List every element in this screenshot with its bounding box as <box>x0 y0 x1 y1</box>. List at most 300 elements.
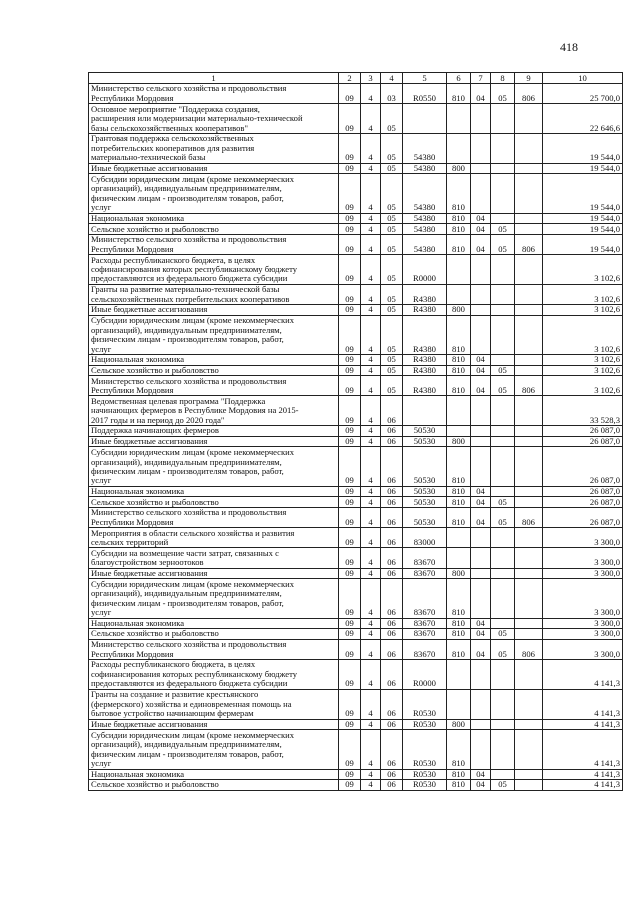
subsection-cell: 05 <box>491 365 515 376</box>
target-code-cell: 50530 <box>403 486 447 497</box>
expense-type-cell: 810 <box>447 497 471 508</box>
table-row <box>89 234 623 254</box>
code-cell: 09 <box>339 568 361 579</box>
ministry-code-cell <box>515 659 543 689</box>
section-cell: 04 <box>471 508 491 528</box>
code-cell: 4 <box>361 224 381 235</box>
ministry-code-cell <box>515 224 543 235</box>
ministry-code-cell <box>515 528 543 548</box>
page-number: 418 <box>560 40 578 54</box>
code-cell: 06 <box>381 508 403 528</box>
code-cell: 4 <box>361 508 381 528</box>
code-cell: 09 <box>339 486 361 497</box>
code-cell: 4 <box>361 84 381 104</box>
target-code-cell <box>403 396 447 426</box>
code-cell: 4 <box>361 255 381 285</box>
row-name: Сельское хозяйство и рыболовство <box>89 629 339 640</box>
budget-table <box>88 72 623 791</box>
subsection-cell <box>491 305 515 316</box>
section-cell: 04 <box>471 618 491 629</box>
expense-type-cell: 810 <box>447 224 471 235</box>
ministry-code-cell <box>515 213 543 224</box>
row-name: Иные бюджетные ассигнования <box>89 719 339 730</box>
subsection-cell <box>491 255 515 285</box>
expense-type-cell: 810 <box>447 579 471 618</box>
expense-type-cell: 800 <box>447 719 471 730</box>
code-cell: 09 <box>339 426 361 437</box>
row-name: Расходы республиканского бюджета, в целях софинансирования которых республиканскому бюджету предоставляются из федерального бюджета субсидии <box>89 255 339 285</box>
code-cell: 4 <box>361 174 381 213</box>
amount-cell: 26 087,0 <box>543 508 623 528</box>
code-cell: 06 <box>381 639 403 659</box>
expense-type-cell: 810 <box>447 618 471 629</box>
section-cell: 04 <box>471 639 491 659</box>
code-cell: 09 <box>339 528 361 548</box>
ministry-code-cell <box>515 719 543 730</box>
subsection-cell <box>491 315 515 354</box>
amount-cell: 3 300,0 <box>543 579 623 618</box>
section-cell: 04 <box>471 365 491 376</box>
code-cell: 09 <box>339 769 361 780</box>
code-cell: 05 <box>381 255 403 285</box>
code-cell: 05 <box>381 234 403 254</box>
subsection-cell <box>491 730 515 769</box>
target-code-cell: 83670 <box>403 579 447 618</box>
section-cell <box>471 579 491 618</box>
code-cell: 09 <box>339 508 361 528</box>
column-header: 6 <box>447 73 471 84</box>
column-header: 5 <box>403 73 447 84</box>
expense-type-cell: 810 <box>447 355 471 366</box>
table-row <box>89 213 623 224</box>
amount-cell: 3 300,0 <box>543 568 623 579</box>
row-name: Сельское хозяйство и рыболовство <box>89 780 339 791</box>
section-cell <box>471 568 491 579</box>
section-cell <box>471 305 491 316</box>
code-cell: 06 <box>381 396 403 426</box>
code-cell: 06 <box>381 568 403 579</box>
table-header-row <box>89 73 623 84</box>
code-cell: 4 <box>361 284 381 304</box>
code-cell: 09 <box>339 315 361 354</box>
section-cell: 04 <box>471 355 491 366</box>
table-row <box>89 508 623 528</box>
target-code-cell: 54380 <box>403 133 447 163</box>
section-cell <box>471 255 491 285</box>
column-header: 7 <box>471 73 491 84</box>
row-name: Мероприятия в области сельского хозяйства и развития сельских территорий <box>89 528 339 548</box>
ministry-code-cell <box>515 163 543 174</box>
code-cell: 06 <box>381 769 403 780</box>
code-cell: 09 <box>339 365 361 376</box>
row-name: Субсидии юридическим лицам (кроме некоммерческих организаций), индивидуальным предпринимателям, физическим лицам - производителям товаров, работ, услуг <box>89 447 339 486</box>
subsection-cell <box>491 548 515 568</box>
code-cell: 05 <box>381 104 403 134</box>
row-name: Ведомственная целевая программа "Поддержка начинающих фермеров в Республике Мордовия на 2015- 2017 годы и на период до 2020 года" <box>89 396 339 426</box>
section-cell: 04 <box>471 234 491 254</box>
ministry-code-cell <box>515 104 543 134</box>
ministry-code-cell <box>515 780 543 791</box>
target-code-cell: 50530 <box>403 447 447 486</box>
target-code-cell: R0530 <box>403 780 447 791</box>
section-cell <box>471 548 491 568</box>
table-row <box>89 174 623 213</box>
expense-type-cell <box>447 284 471 304</box>
table-row <box>89 719 623 730</box>
expense-type-cell <box>447 528 471 548</box>
target-code-cell: 54380 <box>403 174 447 213</box>
expense-type-cell: 810 <box>447 629 471 640</box>
subsection-cell <box>491 133 515 163</box>
code-cell: 06 <box>381 426 403 437</box>
code-cell: 09 <box>339 719 361 730</box>
amount-cell: 3 300,0 <box>543 629 623 640</box>
code-cell: 4 <box>361 568 381 579</box>
code-cell: 4 <box>361 104 381 134</box>
row-name: Грантовая поддержка сельскохозяйственных потребительских кооперативов для развития материально-технической базы <box>89 133 339 163</box>
section-cell <box>471 104 491 134</box>
code-cell: 05 <box>381 284 403 304</box>
code-cell: 4 <box>361 689 381 719</box>
table-row <box>89 255 623 285</box>
code-cell: 06 <box>381 436 403 447</box>
subsection-cell <box>491 213 515 224</box>
ministry-code-cell <box>515 629 543 640</box>
subsection-cell: 05 <box>491 639 515 659</box>
table-row <box>89 568 623 579</box>
subsection-cell <box>491 659 515 689</box>
table-row <box>89 780 623 791</box>
ministry-code-cell: 806 <box>515 508 543 528</box>
code-cell: 09 <box>339 213 361 224</box>
code-cell: 09 <box>339 305 361 316</box>
row-name: Поддержка начинающих фермеров <box>89 426 339 437</box>
expense-type-cell: 810 <box>447 84 471 104</box>
expense-type-cell <box>447 689 471 719</box>
expense-type-cell: 810 <box>447 234 471 254</box>
expense-type-cell <box>447 548 471 568</box>
table-row <box>89 486 623 497</box>
code-cell: 09 <box>339 730 361 769</box>
subsection-cell <box>491 486 515 497</box>
table-row <box>89 730 623 769</box>
table-row <box>89 436 623 447</box>
row-name: Субсидии юридическим лицам (кроме некоммерческих организаций), индивидуальным предпринимателям, физическим лицам - производителям товаров, работ, услуг <box>89 174 339 213</box>
table-row <box>89 659 623 689</box>
code-cell: 09 <box>339 174 361 213</box>
target-code-cell: R4380 <box>403 315 447 354</box>
ministry-code-cell: 806 <box>515 84 543 104</box>
target-code-cell: 83000 <box>403 528 447 548</box>
expense-type-cell: 810 <box>447 780 471 791</box>
table-row <box>89 769 623 780</box>
code-cell: 4 <box>361 769 381 780</box>
ministry-code-cell <box>515 579 543 618</box>
ministry-code-cell <box>515 568 543 579</box>
target-code-cell: R0530 <box>403 719 447 730</box>
code-cell: 09 <box>339 284 361 304</box>
subsection-cell: 05 <box>491 629 515 640</box>
amount-cell: 4 141,3 <box>543 689 623 719</box>
expense-type-cell: 810 <box>447 376 471 396</box>
subsection-cell: 05 <box>491 780 515 791</box>
ministry-code-cell <box>515 730 543 769</box>
amount-cell: 3 300,0 <box>543 639 623 659</box>
row-name: Иные бюджетные ассигнования <box>89 436 339 447</box>
section-cell <box>471 689 491 719</box>
code-cell: 05 <box>381 305 403 316</box>
table-row <box>89 376 623 396</box>
row-name: Министерство сельского хозяйства и продовольствия Республики Мордовия <box>89 508 339 528</box>
expense-type-cell: 800 <box>447 436 471 447</box>
code-cell: 09 <box>339 629 361 640</box>
column-header: 1 <box>89 73 339 84</box>
row-name: Национальная экономика <box>89 618 339 629</box>
expense-type-cell: 800 <box>447 568 471 579</box>
amount-cell: 19 544,0 <box>543 213 623 224</box>
target-code-cell: 50530 <box>403 508 447 528</box>
target-code-cell: 83670 <box>403 629 447 640</box>
row-name: Расходы республиканского бюджета, в целях софинансирования которых республиканскому бюджету предоставляются из федерального бюджета субсидии <box>89 659 339 689</box>
section-cell: 04 <box>471 486 491 497</box>
code-cell: 09 <box>339 548 361 568</box>
target-code-cell: R0550 <box>403 84 447 104</box>
subsection-cell <box>491 689 515 719</box>
expense-type-cell <box>447 426 471 437</box>
expense-type-cell: 810 <box>447 365 471 376</box>
code-cell: 09 <box>339 355 361 366</box>
section-cell: 04 <box>471 84 491 104</box>
code-cell: 06 <box>381 548 403 568</box>
row-name: Министерство сельского хозяйства и продовольствия Республики Мордовия <box>89 639 339 659</box>
subsection-cell <box>491 579 515 618</box>
section-cell <box>471 163 491 174</box>
code-cell: 09 <box>339 163 361 174</box>
code-cell: 09 <box>339 579 361 618</box>
code-cell: 4 <box>361 133 381 163</box>
target-code-cell: R4380 <box>403 284 447 304</box>
amount-cell: 3 300,0 <box>543 528 623 548</box>
table-row <box>89 133 623 163</box>
amount-cell: 3 102,6 <box>543 305 623 316</box>
code-cell: 05 <box>381 224 403 235</box>
expense-type-cell: 810 <box>447 486 471 497</box>
code-cell: 4 <box>361 315 381 354</box>
target-code-cell: R0530 <box>403 730 447 769</box>
section-cell <box>471 174 491 213</box>
code-cell: 09 <box>339 84 361 104</box>
code-cell: 06 <box>381 689 403 719</box>
code-cell: 4 <box>361 548 381 568</box>
code-cell: 06 <box>381 659 403 689</box>
code-cell: 05 <box>381 376 403 396</box>
target-code-cell: R0530 <box>403 689 447 719</box>
expense-type-cell: 810 <box>447 769 471 780</box>
code-cell: 4 <box>361 719 381 730</box>
expense-type-cell: 810 <box>447 315 471 354</box>
expense-type-cell: 810 <box>447 730 471 769</box>
code-cell: 4 <box>361 396 381 426</box>
code-cell: 09 <box>339 436 361 447</box>
section-cell: 04 <box>471 213 491 224</box>
subsection-cell <box>491 719 515 730</box>
ministry-code-cell <box>515 447 543 486</box>
code-cell: 09 <box>339 376 361 396</box>
amount-cell: 26 087,0 <box>543 436 623 447</box>
section-cell <box>471 659 491 689</box>
table-row <box>89 426 623 437</box>
subsection-cell <box>491 174 515 213</box>
row-name: Субсидии юридическим лицам (кроме некоммерческих организаций), индивидуальным предпринимателям, физическим лицам - производителям товаров, работ, услуг <box>89 315 339 354</box>
code-cell: 06 <box>381 719 403 730</box>
amount-cell: 26 087,0 <box>543 486 623 497</box>
target-code-cell: R4380 <box>403 376 447 396</box>
row-name: Иные бюджетные ассигнования <box>89 568 339 579</box>
subsection-cell <box>491 396 515 426</box>
amount-cell: 25 700,0 <box>543 84 623 104</box>
target-code-cell: 50530 <box>403 426 447 437</box>
expense-type-cell <box>447 133 471 163</box>
code-cell: 4 <box>361 376 381 396</box>
amount-cell: 19 544,0 <box>543 133 623 163</box>
subsection-cell <box>491 618 515 629</box>
row-name: Национальная экономика <box>89 769 339 780</box>
code-cell: 09 <box>339 234 361 254</box>
amount-cell: 26 087,0 <box>543 426 623 437</box>
code-cell: 4 <box>361 579 381 618</box>
amount-cell: 26 087,0 <box>543 447 623 486</box>
code-cell: 05 <box>381 163 403 174</box>
target-code-cell: 50530 <box>403 497 447 508</box>
table-row <box>89 284 623 304</box>
target-code-cell: 54380 <box>403 163 447 174</box>
table-row <box>89 548 623 568</box>
code-cell: 4 <box>361 528 381 548</box>
column-header: 4 <box>381 73 403 84</box>
table-row <box>89 365 623 376</box>
target-code-cell: R0000 <box>403 255 447 285</box>
row-name: Иные бюджетные ассигнования <box>89 305 339 316</box>
section-cell: 04 <box>471 780 491 791</box>
section-cell: 04 <box>471 376 491 396</box>
row-name: Министерство сельского хозяйства и продовольствия Республики Мордовия <box>89 84 339 104</box>
section-cell <box>471 133 491 163</box>
row-name: Гранты на создание и развитие крестьянского (фермерского) хозяйства и единовременная помощь на бытовое устройство начинающим фермерам <box>89 689 339 719</box>
code-cell: 05 <box>381 213 403 224</box>
code-cell: 4 <box>361 780 381 791</box>
table-row <box>89 447 623 486</box>
table-row <box>89 224 623 235</box>
amount-cell: 4 141,3 <box>543 769 623 780</box>
subsection-cell: 05 <box>491 224 515 235</box>
ministry-code-cell <box>515 769 543 780</box>
code-cell: 05 <box>381 133 403 163</box>
row-name: Сельское хозяйство и рыболовство <box>89 497 339 508</box>
table-row <box>89 497 623 508</box>
code-cell: 09 <box>339 659 361 689</box>
ministry-code-cell <box>515 355 543 366</box>
amount-cell: 19 544,0 <box>543 163 623 174</box>
code-cell: 09 <box>339 618 361 629</box>
amount-cell: 19 544,0 <box>543 174 623 213</box>
section-cell: 04 <box>471 769 491 780</box>
code-cell: 4 <box>361 659 381 689</box>
column-header: 8 <box>491 73 515 84</box>
code-cell: 4 <box>361 629 381 640</box>
ministry-code-cell <box>515 618 543 629</box>
code-cell: 4 <box>361 234 381 254</box>
expense-type-cell <box>447 104 471 134</box>
amount-cell: 3 102,6 <box>543 284 623 304</box>
code-cell: 09 <box>339 780 361 791</box>
row-name: Сельское хозяйство и рыболовство <box>89 224 339 235</box>
target-code-cell: 50530 <box>403 436 447 447</box>
table-row <box>89 639 623 659</box>
ministry-code-cell: 806 <box>515 376 543 396</box>
table-row <box>89 396 623 426</box>
code-cell: 4 <box>361 436 381 447</box>
row-name: Иные бюджетные ассигнования <box>89 163 339 174</box>
subsection-cell <box>491 426 515 437</box>
target-code-cell: 54380 <box>403 234 447 254</box>
row-name: Министерство сельского хозяйства и продовольствия Республики Мордовия <box>89 376 339 396</box>
section-cell <box>471 436 491 447</box>
code-cell: 09 <box>339 396 361 426</box>
target-code-cell <box>403 104 447 134</box>
code-cell: 4 <box>361 365 381 376</box>
code-cell: 09 <box>339 133 361 163</box>
amount-cell: 4 141,3 <box>543 719 623 730</box>
code-cell: 4 <box>361 163 381 174</box>
code-cell: 4 <box>361 426 381 437</box>
section-cell <box>471 426 491 437</box>
code-cell: 4 <box>361 486 381 497</box>
target-code-cell: R0530 <box>403 769 447 780</box>
ministry-code-cell <box>515 497 543 508</box>
amount-cell: 3 102,6 <box>543 315 623 354</box>
amount-cell: 4 141,3 <box>543 659 623 689</box>
target-code-cell: 83670 <box>403 548 447 568</box>
section-cell: 04 <box>471 629 491 640</box>
code-cell: 06 <box>381 629 403 640</box>
ministry-code-cell: 806 <box>515 234 543 254</box>
table-row <box>89 104 623 134</box>
target-code-cell: 54380 <box>403 213 447 224</box>
column-header: 3 <box>361 73 381 84</box>
subsection-cell: 05 <box>491 497 515 508</box>
code-cell: 06 <box>381 780 403 791</box>
row-name: Министерство сельского хозяйства и продовольствия Республики Мордовия <box>89 234 339 254</box>
ministry-code-cell: 806 <box>515 639 543 659</box>
expense-type-cell: 810 <box>447 508 471 528</box>
section-cell: 04 <box>471 224 491 235</box>
subsection-cell <box>491 355 515 366</box>
ministry-code-cell <box>515 486 543 497</box>
table-body <box>89 84 623 791</box>
table-row <box>89 315 623 354</box>
row-name: Сельское хозяйство и рыболовство <box>89 365 339 376</box>
expense-type-cell <box>447 396 471 426</box>
ministry-code-cell <box>515 174 543 213</box>
section-cell <box>471 396 491 426</box>
row-name: Субсидии на возмещение части затрат, связанных с благоустройством зерноотоков <box>89 548 339 568</box>
section-cell <box>471 730 491 769</box>
amount-cell: 3 300,0 <box>543 618 623 629</box>
target-code-cell: R4380 <box>403 365 447 376</box>
subsection-cell: 05 <box>491 234 515 254</box>
code-cell: 09 <box>339 689 361 719</box>
code-cell: 4 <box>361 213 381 224</box>
